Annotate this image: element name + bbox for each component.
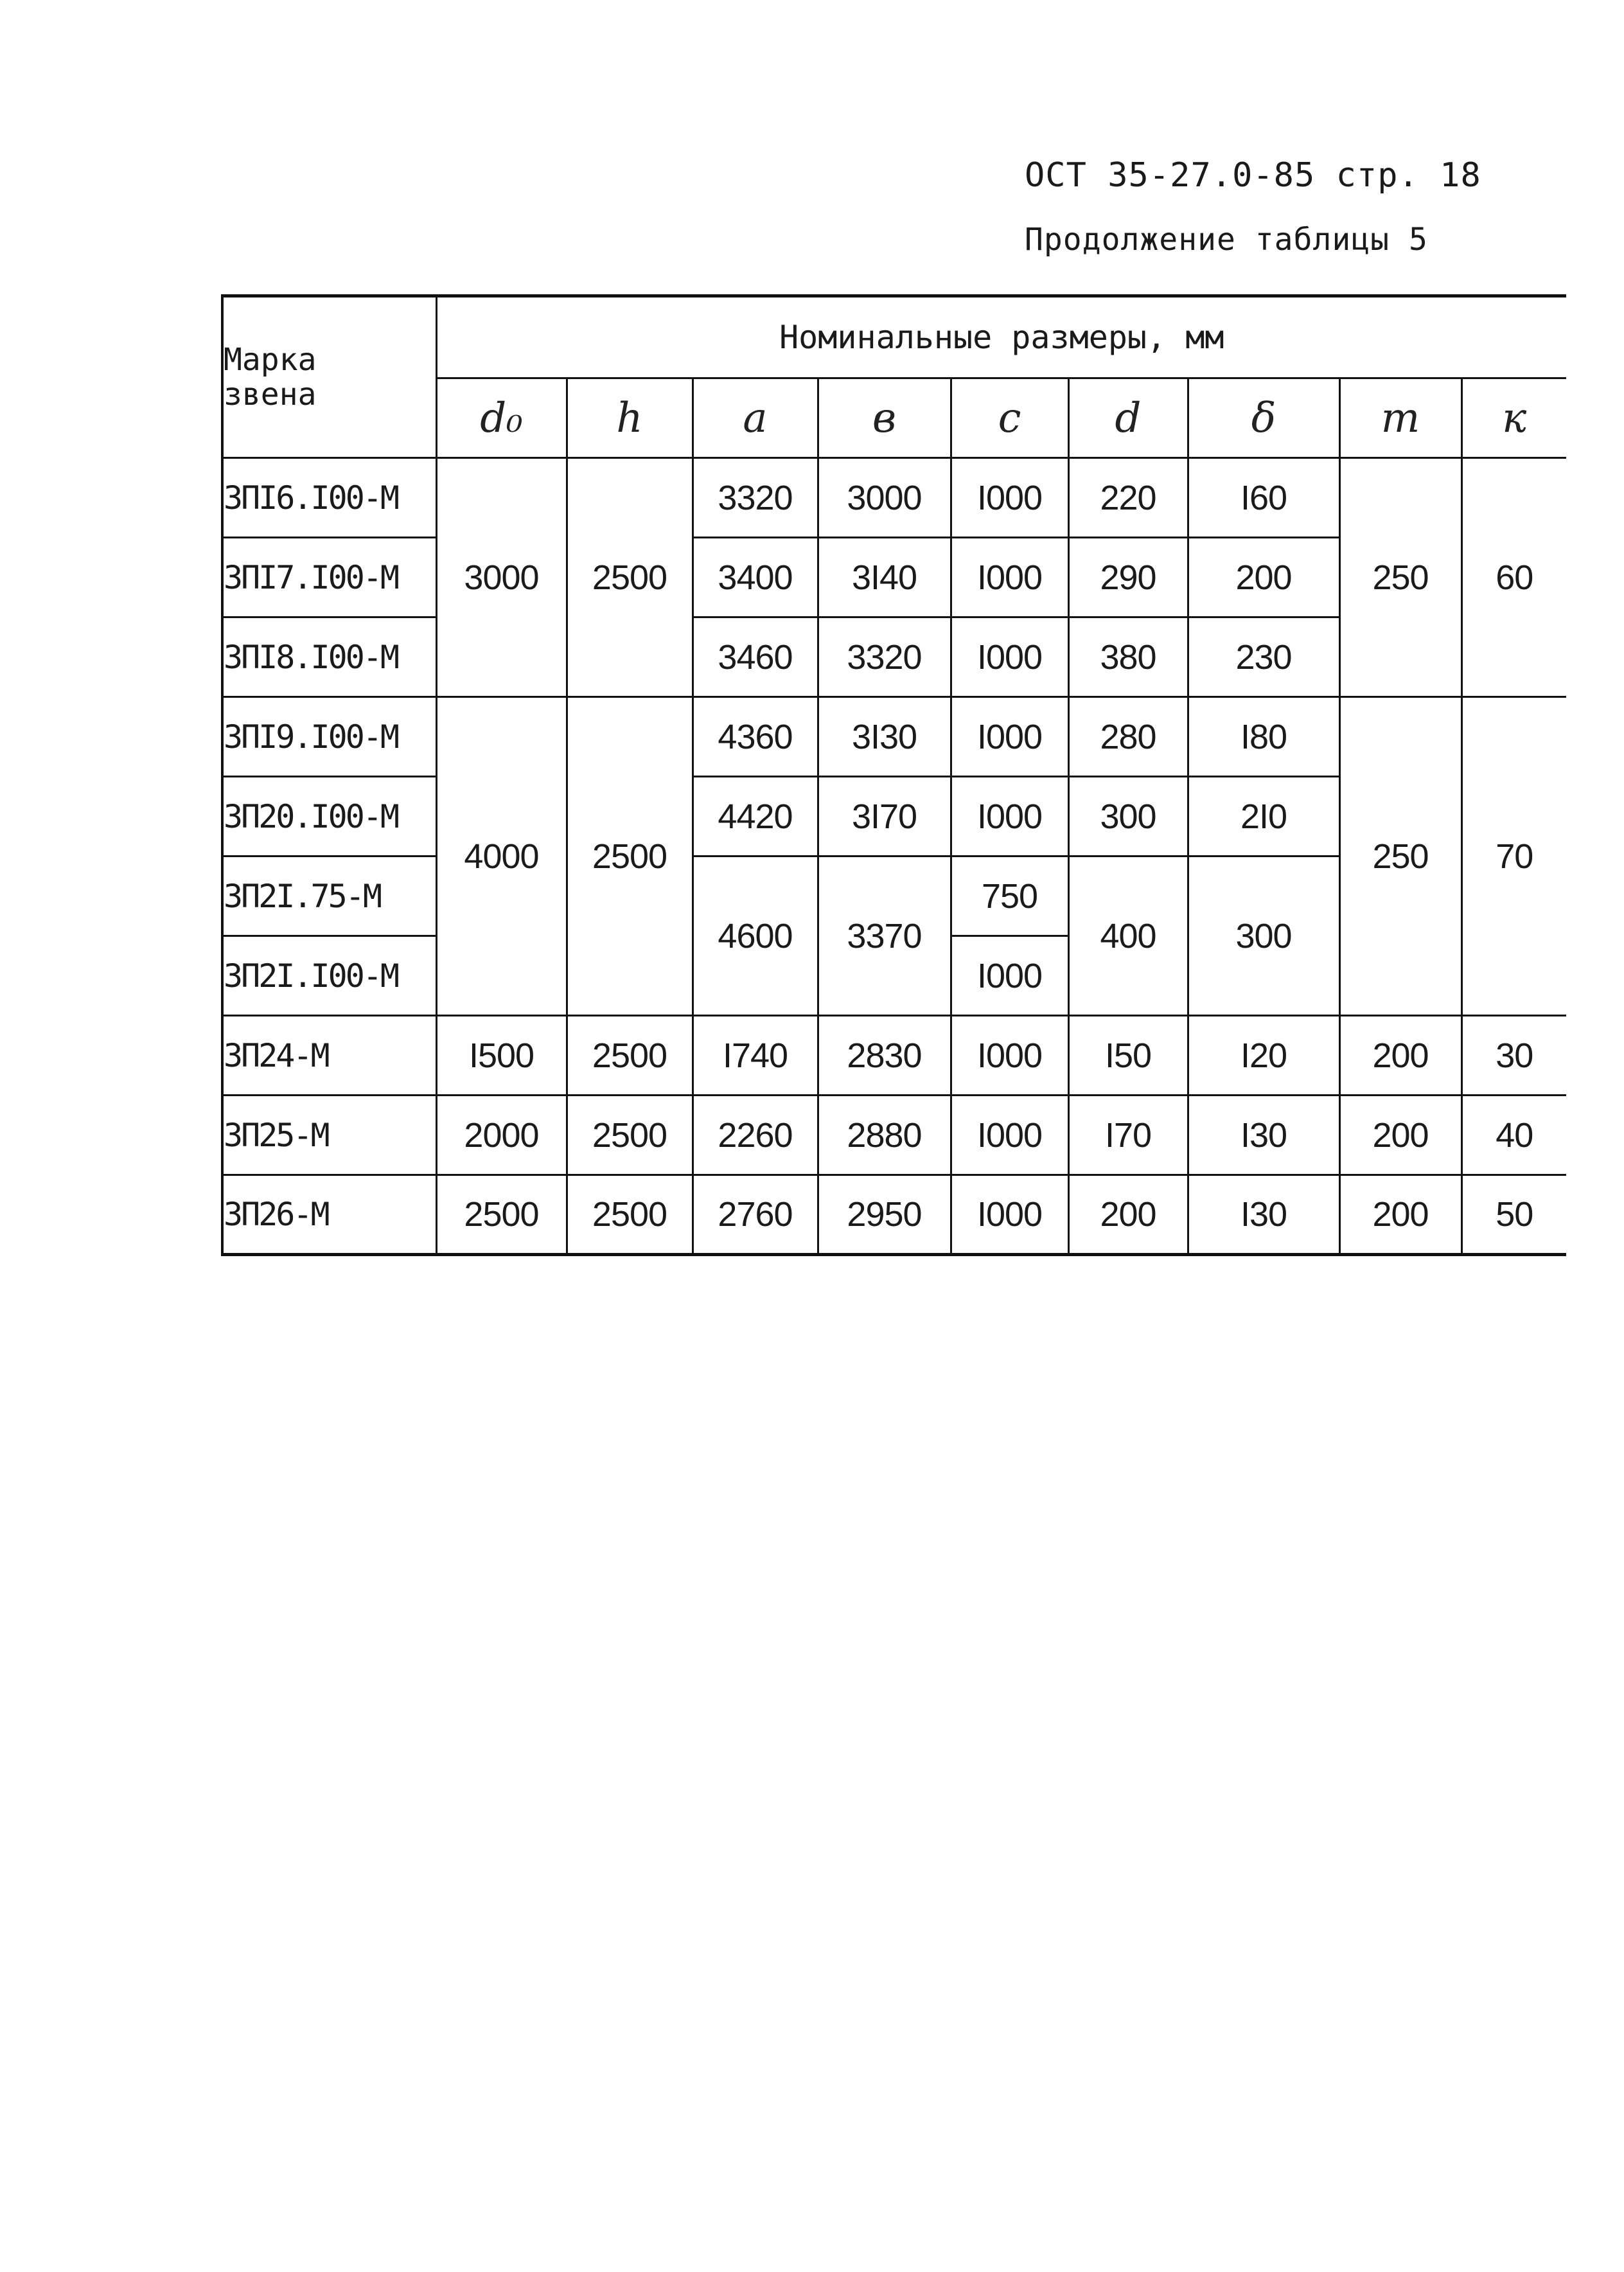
mark-cell: ЗП26-М xyxy=(222,1175,436,1255)
d-cell: I70 xyxy=(1068,1096,1188,1175)
a-cell: 4360 xyxy=(693,697,818,777)
k-cell: 60 xyxy=(1461,458,1566,697)
h-cell: 2500 xyxy=(567,458,693,697)
mark-cell: ЗП20.I00-М xyxy=(222,777,436,856)
delta-cell: I30 xyxy=(1188,1096,1339,1175)
header-row-1 xyxy=(222,296,1566,378)
mark-column-header xyxy=(222,296,436,458)
table-continuation-title: Продолжение таблицы 5 xyxy=(1025,222,1428,258)
h-cell: 2500 xyxy=(567,1175,693,1255)
table-row xyxy=(222,458,1566,538)
mark-header-line-1: Марка xyxy=(224,342,317,378)
mark-cell: ЗПI7.I00-М xyxy=(222,538,436,617)
col-header-b: в xyxy=(818,378,951,458)
h-cell: 2500 xyxy=(567,697,693,1016)
k-cell: 30 xyxy=(1461,1016,1566,1096)
c-cell: I000 xyxy=(951,777,1068,856)
table-row xyxy=(222,1175,1566,1255)
h-cell: 2500 xyxy=(567,1016,693,1096)
b-cell: 2830 xyxy=(818,1016,951,1096)
c-cell: I000 xyxy=(951,1175,1068,1255)
mark-cell: ЗПI6.I00-М xyxy=(222,458,436,538)
mark-cell: ЗП24-М xyxy=(222,1016,436,1096)
c-cell: I000 xyxy=(951,617,1068,697)
col-header-m: m xyxy=(1339,378,1461,458)
m-cell: 200 xyxy=(1339,1096,1461,1175)
d0-cell: I500 xyxy=(436,1016,567,1096)
table-row xyxy=(222,1096,1566,1175)
a-cell: 2760 xyxy=(693,1175,818,1255)
b-cell: 3I40 xyxy=(818,538,951,617)
d0-cell: 2500 xyxy=(436,1175,567,1255)
d-cell: 300 xyxy=(1068,777,1188,856)
delta-cell: I80 xyxy=(1188,697,1339,777)
mark-cell: ЗП25-М xyxy=(222,1096,436,1175)
dimensions-table xyxy=(221,294,1566,1256)
a-cell: I740 xyxy=(693,1016,818,1096)
d-cell: 290 xyxy=(1068,538,1188,617)
col-header-a: a xyxy=(693,378,818,458)
d-cell: 220 xyxy=(1068,458,1188,538)
c-cell: I000 xyxy=(951,1016,1068,1096)
b-cell: 3000 xyxy=(818,458,951,538)
d0-cell: 2000 xyxy=(436,1096,567,1175)
b-cell: 3I30 xyxy=(818,697,951,777)
delta-cell: 2I0 xyxy=(1188,777,1339,856)
b-cell: 2950 xyxy=(818,1175,951,1255)
c-cell: I000 xyxy=(951,936,1068,1016)
a-cell: 2260 xyxy=(693,1096,818,1175)
delta-cell: 300 xyxy=(1188,856,1339,1016)
d-cell: I50 xyxy=(1068,1016,1188,1096)
a-cell: 4600 xyxy=(693,856,818,1016)
k-cell: 70 xyxy=(1461,697,1566,1016)
h-cell: 2500 xyxy=(567,1096,693,1175)
b-cell: 2880 xyxy=(818,1096,951,1175)
nominal-dimensions-header: Номинальные размеры, мм xyxy=(436,296,1566,378)
col-header-k: к xyxy=(1461,378,1566,458)
d-cell: 280 xyxy=(1068,697,1188,777)
delta-cell: 200 xyxy=(1188,538,1339,617)
d-cell: 400 xyxy=(1068,856,1188,1016)
a-cell: 3400 xyxy=(693,538,818,617)
m-cell: 200 xyxy=(1339,1016,1461,1096)
a-cell: 3320 xyxy=(693,458,818,538)
table-row xyxy=(222,697,1566,777)
k-cell: 40 xyxy=(1461,1096,1566,1175)
b-cell: 3320 xyxy=(818,617,951,697)
c-cell: I000 xyxy=(951,697,1068,777)
m-cell: 250 xyxy=(1339,697,1461,1016)
delta-cell: 230 xyxy=(1188,617,1339,697)
b-cell: 3I70 xyxy=(818,777,951,856)
k-cell: 50 xyxy=(1461,1175,1566,1255)
table-row xyxy=(222,1016,1566,1096)
d-cell: 380 xyxy=(1068,617,1188,697)
document-reference: ОСТ 35-27.0-85 стр. 18 xyxy=(1025,156,1481,195)
m-cell: 200 xyxy=(1339,1175,1461,1255)
c-cell: I000 xyxy=(951,1096,1068,1175)
col-header-delta: δ xyxy=(1188,378,1339,458)
d-cell: 200 xyxy=(1068,1175,1188,1255)
c-cell: I000 xyxy=(951,458,1068,538)
mark-header-line-2: звена xyxy=(224,377,317,413)
c-cell: I000 xyxy=(951,538,1068,617)
mark-cell: ЗП2I.I00-М xyxy=(222,936,436,1016)
mark-cell: ЗПI8.I00-М xyxy=(222,617,436,697)
delta-cell: I30 xyxy=(1188,1175,1339,1255)
col-header-d0: d₀ xyxy=(436,378,567,458)
b-cell: 3370 xyxy=(818,856,951,1016)
a-cell: 4420 xyxy=(693,777,818,856)
col-header-d: d xyxy=(1068,378,1188,458)
c-cell: 750 xyxy=(951,856,1068,936)
a-cell: 3460 xyxy=(693,617,818,697)
delta-cell: I60 xyxy=(1188,458,1339,538)
mark-cell: ЗПI9.I00-М xyxy=(222,697,436,777)
d0-cell: 3000 xyxy=(436,458,567,697)
d0-cell: 4000 xyxy=(436,697,567,1016)
delta-cell: I20 xyxy=(1188,1016,1339,1096)
col-header-c: c xyxy=(951,378,1068,458)
mark-cell: ЗП2I.75-М xyxy=(222,856,436,936)
col-header-h: h xyxy=(567,378,693,458)
m-cell: 250 xyxy=(1339,458,1461,697)
